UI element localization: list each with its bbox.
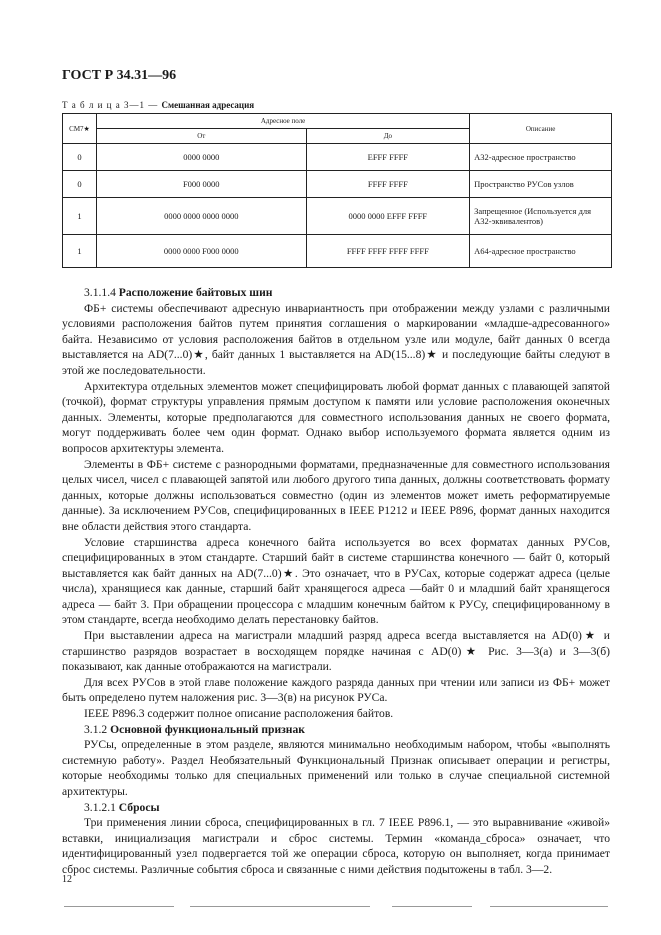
page-number: 12	[62, 874, 72, 885]
section-heading	[62, 285, 610, 301]
paragraph: Элементы в ФБ+ системе с разнородными форматами, предназначенные для совместного использования целых чисел, чисел с плавающей запятой или любого другого типа данных, должны соответствовать формату данных, которые должны использоваться совместно (один из элементов может иметь реформатируемые данные). За исключением РУСов, специфицированных в IEEE P1212 и IEEE P896, формат данных находится вне области действия этого стандарта.	[62, 457, 610, 533]
paragraph: При выставлении адреса на магистрали младший разряд адреса всегда выставляется на AD(0)★ и старшинство разрядов возрастает в восходящем порядке начиная с AD(0)★ Рис. 3—3(а) и 3—3(б) показывают, как данные отображаются на магистрали.	[62, 629, 610, 674]
table-caption	[62, 100, 254, 110]
paragraph: Архитектура отдельных элементов может специфицировать любой формат данных с плавающей запятой (точкой), формат структуры управления прямым доступом к памяти или условие расположения оконечных данных. Элементы, которые предполагаются для совместного использования данных не своего формата, могут поддерживать более чем один формат. Однако выбор используемого формата является одним из вопросов архитектуры элемента.	[62, 379, 610, 455]
header-from: От	[96, 129, 306, 144]
cell-description: A32-адресное пространство	[470, 144, 612, 171]
section-number: 3.1.2	[84, 722, 108, 736]
addressing-table	[62, 113, 612, 268]
header-cm7: СМ7★	[63, 114, 97, 144]
table-caption-label: Т а б л и ц а 3—1 —	[62, 100, 159, 110]
cell-cm7: 1	[63, 198, 97, 235]
body-text	[62, 285, 610, 878]
paragraph: РУСы, определенные в этом разделе, являются минимально необходимым набором, чтобы «выполнять системную работу». Раздел Необязательный Функциональный Признак описывает операции и регистры, которые необходимы только для специальных применений или только в случае специальной системной архитектуры.	[62, 738, 610, 798]
section-number: 3.1.2.1	[84, 800, 116, 814]
section-title: Расположение байтовых шин	[118, 286, 273, 299]
paragraph: Для всех РУСов в этой главе положение каждого разряда данных при чтении или записи из ФБ+ может быть определено путем наложения рис. 3—3(в) на рисунок РУСа.	[62, 675, 610, 705]
cell-cm7: 0	[63, 171, 97, 198]
section-title: Сбросы	[118, 800, 160, 814]
table-row	[63, 144, 612, 171]
header-to: До	[306, 129, 470, 144]
paragraph: IEEE P896.3 содержит полное описание расположения байтов.	[84, 707, 394, 721]
section-heading	[62, 800, 610, 816]
cell-description: Запрещенное (Используется для A32-эквивалентов)	[470, 198, 612, 235]
cell-from: 0000 0000 0000 0000	[96, 198, 306, 235]
section-heading	[62, 722, 610, 738]
footer-rule	[190, 906, 370, 907]
cell-to: EFFF FFFF	[306, 144, 470, 171]
footer-rule	[64, 906, 174, 907]
footer-rule	[490, 906, 608, 907]
table-row	[63, 235, 612, 268]
cell-from: 0000 0000	[96, 144, 306, 171]
table-row	[63, 171, 612, 198]
cell-to: 0000 0000 EFFF FFFF	[306, 198, 470, 235]
section-title: Основной функциональный признак	[110, 722, 305, 736]
table-row	[63, 198, 612, 235]
cell-from: F000 0000	[96, 171, 306, 198]
cell-to: FFFF FFFF FFFF FFFF	[306, 235, 470, 268]
paragraph: Три применения линии сброса, специфицированных в гл. 7 IEEE P896.1, — это выравнивание «живой» вставки, инициализация магистрали и сброс системы. Термин «команда_сброса» означает, что идентифицированный узел подвергается той же операции сброса, которую он выполняет, когда принимает сброс системы. Различные события сброса и связанные с ними действия подытожены в табл. 3—2.	[62, 816, 610, 876]
cell-to: FFFF FFFF	[306, 171, 470, 198]
cell-cm7: 1	[63, 235, 97, 268]
cell-description: Пространство РУСов узлов	[470, 171, 612, 198]
footer-rule	[392, 906, 472, 907]
document-header: ГОСТ Р 34.31—96	[62, 68, 177, 83]
paragraph: ФБ+ системы обеспечивают адресную инвариантность при отображении между узлами с различными условиями расположения байтов путем принятия соглашения о маркировании «младше-адресованного» байта. Независимо от условия расположения байтов в отдельном узле или модуле, байт данных 0 всегда выставляется на AD(7...0)★, байт данных 1 выставляется на AD(15...8)★ и последующие байты следуют в этой же последовательности.	[62, 301, 610, 377]
cell-cm7: 0	[63, 144, 97, 171]
cell-from: 0000 0000 F000 0000	[96, 235, 306, 268]
cell-description: A64-адресное пространство	[470, 235, 612, 268]
paragraph: Условие старшинства адреса конечного байта используется во всех форматах данных РУСов, специфицированных в этом стандарте. Старший байт в системе старшинства конечного — байт 0, который выставляется как байт данных на AD(7...0)★. Это означает, что в РУСах, которые содержат адреса (целые числа), хранящиеся как данные, старший байт хранящегося адреса —байт 0 и младший байт хранящегося адреса — байт 3. При обращении процессора с младшим конечным байтом к РУСу, специфицированному в этом стандарте, всегда необходимо делать перестановку байтов.	[62, 535, 610, 627]
header-address-field: Адресное поле	[96, 114, 469, 129]
table-caption-title: Смешанная адресация	[161, 100, 255, 110]
header-description: Описание	[470, 114, 612, 144]
section-number: 3.1.1.4	[84, 286, 116, 299]
